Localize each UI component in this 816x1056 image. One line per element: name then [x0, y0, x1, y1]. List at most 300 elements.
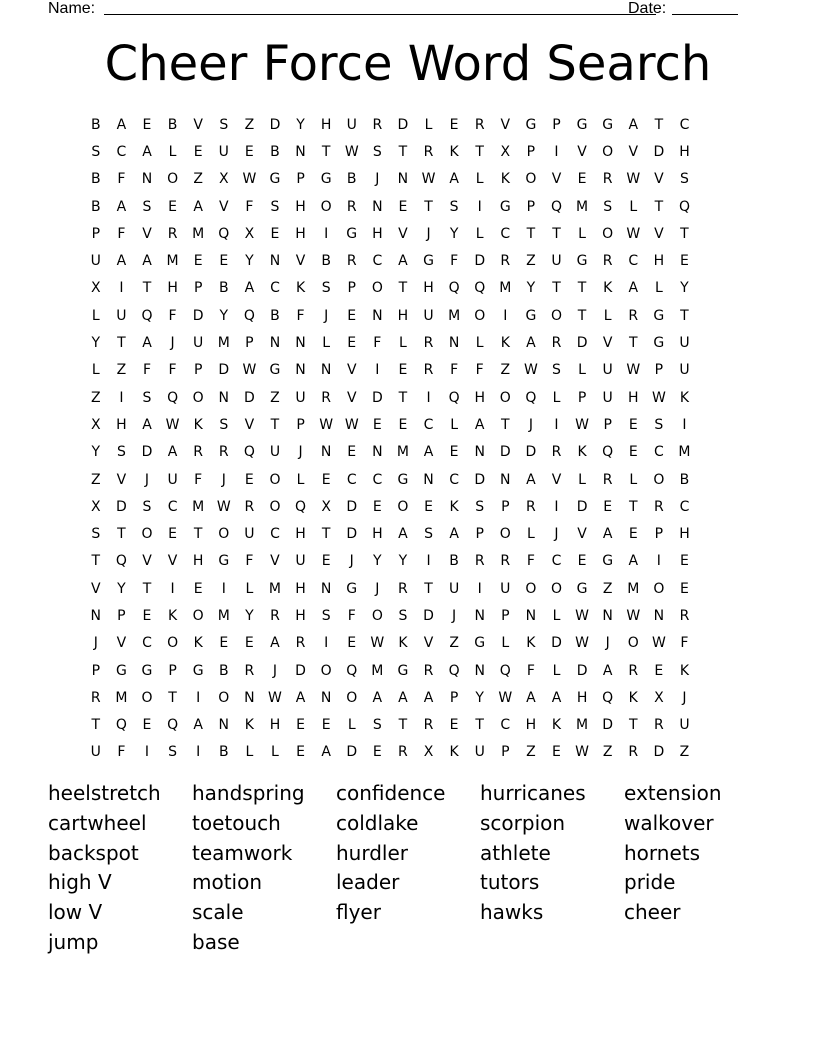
grid-letter[interactable]: L: [296, 471, 305, 488]
grid-letter[interactable]: T: [321, 526, 331, 543]
grid-letter[interactable]: C: [346, 471, 357, 488]
grid-letter[interactable]: H: [679, 143, 690, 160]
grid-letter[interactable]: S: [142, 389, 152, 406]
grid-letter[interactable]: N: [653, 607, 665, 624]
grid-letter[interactable]: T: [398, 389, 408, 406]
grid-letter[interactable]: G: [576, 580, 588, 597]
grid-letter[interactable]: V: [116, 635, 127, 652]
grid-letter[interactable]: L: [603, 307, 612, 324]
grid-letter[interactable]: Y: [475, 689, 484, 706]
grid-letter[interactable]: F: [680, 635, 689, 652]
grid-letter[interactable]: H: [116, 416, 127, 433]
grid-letter[interactable]: R: [167, 225, 178, 242]
grid-letter[interactable]: L: [424, 116, 433, 133]
grid-letter[interactable]: D: [141, 444, 153, 461]
grid-letter[interactable]: U: [500, 580, 511, 597]
grid-letter[interactable]: T: [654, 116, 664, 133]
grid-letter[interactable]: R: [244, 662, 255, 679]
grid-letter[interactable]: O: [371, 280, 383, 297]
grid-letter[interactable]: W: [421, 171, 436, 188]
grid-letter[interactable]: Y: [245, 607, 254, 624]
grid-letter[interactable]: Z: [270, 389, 280, 406]
grid-letter[interactable]: S: [603, 198, 613, 215]
grid-letter[interactable]: U: [474, 744, 485, 761]
grid-letter[interactable]: J: [272, 662, 278, 679]
grid-letter[interactable]: Y: [296, 116, 305, 133]
grid-letter[interactable]: R: [500, 253, 511, 270]
grid-letter[interactable]: X: [654, 689, 664, 706]
grid-letter[interactable]: W: [626, 225, 641, 242]
grid-letter[interactable]: K: [193, 635, 203, 652]
grid-letter[interactable]: N: [474, 662, 485, 679]
grid-letter[interactable]: F: [142, 362, 152, 379]
grid-letter[interactable]: D: [192, 307, 204, 324]
grid-letter[interactable]: N: [474, 444, 485, 461]
grid-letter[interactable]: E: [398, 416, 408, 433]
grid-letter[interactable]: F: [347, 607, 356, 624]
grid-letter[interactable]: R: [500, 553, 511, 570]
grid-letter[interactable]: G: [269, 362, 281, 379]
grid-letter[interactable]: I: [196, 744, 201, 761]
grid-letter[interactable]: N: [320, 689, 332, 706]
grid-letter[interactable]: Q: [550, 198, 562, 215]
grid-letter[interactable]: P: [501, 498, 510, 515]
grid-letter[interactable]: A: [116, 116, 127, 133]
grid-letter[interactable]: A: [526, 471, 536, 488]
grid-letter[interactable]: D: [346, 744, 358, 761]
grid-letter[interactable]: K: [193, 416, 203, 433]
grid-letter[interactable]: G: [653, 335, 665, 352]
grid-letter[interactable]: X: [91, 416, 101, 433]
grid-letter[interactable]: C: [500, 717, 511, 734]
grid-letter[interactable]: A: [142, 335, 152, 352]
grid-letter[interactable]: I: [221, 580, 226, 597]
grid-letter[interactable]: E: [193, 143, 203, 160]
grid-letter[interactable]: H: [320, 116, 332, 133]
grid-letter[interactable]: O: [167, 171, 179, 188]
grid-letter[interactable]: O: [653, 471, 665, 488]
grid-letter[interactable]: X: [321, 498, 331, 515]
grid-letter[interactable]: N: [218, 389, 229, 406]
grid-letter[interactable]: W: [626, 171, 641, 188]
grid-letter[interactable]: H: [576, 689, 588, 706]
grid-letter[interactable]: Y: [219, 307, 229, 324]
grid-letter[interactable]: N: [474, 607, 485, 624]
grid-letter[interactable]: G: [576, 116, 588, 133]
grid-letter[interactable]: P: [654, 362, 664, 379]
grid-letter[interactable]: P: [245, 335, 254, 352]
grid-letter[interactable]: L: [501, 635, 510, 652]
grid-letter[interactable]: D: [269, 116, 281, 133]
grid-letter[interactable]: D: [602, 717, 614, 734]
grid-letter[interactable]: W: [575, 607, 589, 624]
grid-letter[interactable]: E: [321, 553, 331, 570]
grid-letter[interactable]: O: [602, 143, 614, 160]
grid-letter[interactable]: B: [270, 307, 280, 324]
grid-letter[interactable]: N: [295, 362, 306, 379]
grid-letter[interactable]: S: [654, 416, 664, 433]
grid-letter[interactable]: G: [474, 635, 486, 652]
grid-letter[interactable]: G: [269, 171, 281, 188]
grid-letter[interactable]: L: [475, 225, 484, 242]
grid-letter[interactable]: D: [243, 389, 255, 406]
grid-letter[interactable]: Y: [91, 444, 101, 461]
grid-letter[interactable]: H: [397, 307, 409, 324]
grid-letter[interactable]: R: [372, 116, 383, 133]
grid-letter[interactable]: J: [605, 635, 610, 652]
grid-letter[interactable]: S: [372, 717, 382, 734]
grid-letter[interactable]: H: [295, 225, 306, 242]
grid-letter[interactable]: E: [347, 635, 357, 652]
grid-letter[interactable]: E: [577, 553, 587, 570]
grid-letter[interactable]: R: [90, 689, 101, 706]
grid-letter[interactable]: W: [575, 416, 589, 433]
grid-letter[interactable]: M: [396, 444, 409, 461]
grid-letter[interactable]: I: [170, 580, 175, 597]
grid-letter[interactable]: N: [295, 335, 306, 352]
grid-letter[interactable]: A: [398, 689, 408, 706]
grid-letter[interactable]: V: [577, 526, 587, 543]
grid-letter[interactable]: O: [525, 580, 537, 597]
grid-letter[interactable]: V: [295, 253, 306, 270]
grid-letter[interactable]: K: [500, 335, 510, 352]
grid-letter[interactable]: E: [398, 198, 408, 215]
grid-letter[interactable]: P: [296, 171, 305, 188]
grid-letter[interactable]: K: [551, 717, 562, 734]
grid-letter[interactable]: Z: [679, 744, 690, 761]
grid-letter[interactable]: N: [218, 717, 229, 734]
grid-letter[interactable]: S: [219, 116, 229, 133]
grid-letter[interactable]: U: [679, 717, 690, 734]
grid-letter[interactable]: R: [551, 335, 562, 352]
grid-letter[interactable]: C: [679, 116, 690, 133]
grid-letter[interactable]: Q: [295, 498, 307, 515]
grid-letter[interactable]: W: [651, 389, 666, 406]
grid-letter[interactable]: E: [449, 717, 459, 734]
grid-letter[interactable]: I: [119, 280, 124, 297]
grid-letter[interactable]: B: [167, 116, 178, 133]
grid-letter[interactable]: E: [296, 744, 305, 761]
grid-letter[interactable]: N: [372, 444, 383, 461]
grid-letter[interactable]: G: [576, 253, 588, 270]
grid-letter[interactable]: I: [477, 198, 482, 215]
grid-letter[interactable]: W: [165, 416, 180, 433]
grid-letter[interactable]: L: [578, 471, 586, 488]
grid-letter[interactable]: B: [218, 280, 229, 297]
grid-letter[interactable]: K: [449, 498, 459, 515]
grid-letter[interactable]: J: [426, 225, 431, 242]
grid-letter[interactable]: E: [628, 444, 638, 461]
grid-letter[interactable]: Q: [115, 717, 127, 734]
grid-letter[interactable]: K: [295, 280, 306, 297]
grid-letter[interactable]: I: [503, 307, 508, 324]
grid-letter[interactable]: B: [679, 471, 690, 488]
grid-letter[interactable]: C: [551, 553, 562, 570]
grid-letter[interactable]: G: [525, 307, 537, 324]
grid-letter[interactable]: O: [218, 526, 230, 543]
grid-letter[interactable]: W: [370, 635, 385, 652]
grid-letter[interactable]: K: [628, 689, 638, 706]
grid-letter[interactable]: M: [499, 280, 512, 297]
grid-letter[interactable]: V: [628, 143, 639, 160]
grid-letter[interactable]: U: [602, 389, 613, 406]
grid-letter[interactable]: J: [682, 689, 687, 706]
name-blank-line[interactable]: [104, 14, 656, 15]
grid-letter[interactable]: L: [475, 335, 484, 352]
grid-letter[interactable]: H: [372, 526, 383, 543]
grid-letter[interactable]: D: [423, 607, 434, 624]
grid-letter[interactable]: R: [423, 143, 434, 160]
grid-letter[interactable]: H: [192, 553, 204, 570]
grid-letter[interactable]: F: [526, 553, 535, 570]
grid-letter[interactable]: S: [424, 526, 433, 543]
grid-letter[interactable]: T: [501, 416, 510, 433]
grid-letter[interactable]: Z: [449, 635, 459, 652]
grid-letter[interactable]: D: [116, 498, 127, 515]
grid-letter[interactable]: V: [142, 553, 152, 570]
grid-letter[interactable]: O: [499, 389, 511, 406]
grid-letter[interactable]: W: [216, 498, 231, 515]
grid-letter[interactable]: T: [628, 717, 638, 734]
grid-letter[interactable]: D: [474, 253, 486, 270]
grid-letter[interactable]: U: [167, 471, 178, 488]
grid-letter[interactable]: Y: [245, 253, 254, 270]
grid-letter[interactable]: M: [678, 444, 691, 461]
grid-letter[interactable]: M: [192, 498, 205, 515]
grid-letter[interactable]: P: [603, 416, 612, 433]
grid-letter[interactable]: R: [628, 662, 639, 679]
grid-letter[interactable]: Q: [474, 280, 486, 297]
grid-letter[interactable]: U: [90, 253, 101, 270]
grid-letter[interactable]: R: [551, 444, 562, 461]
grid-letter[interactable]: O: [397, 498, 409, 515]
grid-letter[interactable]: E: [296, 717, 305, 734]
grid-letter[interactable]: O: [192, 389, 204, 406]
grid-letter[interactable]: R: [474, 553, 485, 570]
grid-letter[interactable]: L: [91, 307, 100, 324]
grid-letter[interactable]: C: [500, 225, 511, 242]
grid-letter[interactable]: Q: [448, 662, 460, 679]
grid-letter[interactable]: K: [398, 635, 408, 652]
grid-letter[interactable]: T: [321, 143, 331, 160]
grid-letter[interactable]: Z: [91, 471, 101, 488]
grid-letter[interactable]: L: [578, 362, 586, 379]
grid-letter[interactable]: J: [221, 471, 226, 488]
grid-letter[interactable]: T: [270, 416, 280, 433]
grid-letter[interactable]: F: [450, 362, 459, 379]
grid-letter[interactable]: D: [576, 662, 588, 679]
grid-letter[interactable]: A: [295, 689, 306, 706]
grid-letter[interactable]: L: [168, 143, 177, 160]
grid-letter[interactable]: V: [244, 416, 255, 433]
grid-letter[interactable]: J: [349, 553, 354, 570]
grid-letter[interactable]: H: [295, 580, 306, 597]
grid-letter[interactable]: O: [550, 580, 562, 597]
grid-letter[interactable]: Q: [448, 389, 460, 406]
grid-letter[interactable]: U: [295, 553, 306, 570]
grid-letter[interactable]: E: [193, 253, 203, 270]
grid-letter[interactable]: O: [192, 607, 204, 624]
grid-letter[interactable]: V: [91, 580, 101, 597]
grid-letter[interactable]: T: [91, 717, 101, 734]
grid-letter[interactable]: J: [93, 635, 98, 652]
grid-letter[interactable]: K: [577, 444, 587, 461]
grid-letter[interactable]: E: [142, 607, 152, 624]
grid-letter[interactable]: A: [449, 171, 459, 188]
grid-letter[interactable]: L: [578, 225, 586, 242]
grid-letter[interactable]: S: [449, 198, 459, 215]
grid-letter[interactable]: P: [193, 280, 203, 297]
grid-letter[interactable]: J: [554, 526, 559, 543]
grid-letter[interactable]: I: [144, 744, 150, 761]
grid-letter[interactable]: H: [423, 280, 434, 297]
grid-letter[interactable]: M: [192, 225, 205, 242]
grid-letter[interactable]: T: [654, 198, 664, 215]
grid-letter[interactable]: I: [324, 635, 329, 652]
grid-letter[interactable]: P: [91, 225, 101, 242]
grid-letter[interactable]: Q: [167, 717, 179, 734]
grid-letter[interactable]: P: [552, 116, 561, 133]
grid-letter[interactable]: J: [528, 416, 533, 433]
grid-letter[interactable]: R: [602, 253, 613, 270]
grid-letter[interactable]: B: [90, 116, 101, 133]
grid-letter[interactable]: T: [628, 498, 638, 515]
grid-letter[interactable]: W: [626, 607, 641, 624]
grid-letter[interactable]: V: [602, 335, 613, 352]
grid-letter[interactable]: L: [245, 580, 254, 597]
grid-letter[interactable]: F: [245, 198, 254, 215]
grid-letter[interactable]: B: [449, 553, 459, 570]
grid-letter[interactable]: I: [426, 389, 431, 406]
grid-letter[interactable]: R: [398, 744, 408, 761]
grid-letter[interactable]: N: [320, 580, 332, 597]
grid-letter[interactable]: E: [244, 471, 254, 488]
grid-letter[interactable]: O: [371, 607, 383, 624]
grid-letter[interactable]: D: [576, 335, 588, 352]
grid-letter[interactable]: G: [115, 662, 127, 679]
grid-letter[interactable]: C: [653, 444, 664, 461]
grid-letter[interactable]: G: [141, 662, 153, 679]
grid-letter[interactable]: O: [602, 225, 614, 242]
grid-letter[interactable]: R: [679, 607, 690, 624]
grid-letter[interactable]: N: [525, 607, 537, 624]
grid-letter[interactable]: R: [423, 717, 434, 734]
grid-letter[interactable]: F: [117, 171, 126, 188]
grid-letter[interactable]: E: [449, 116, 459, 133]
grid-letter[interactable]: A: [423, 689, 434, 706]
grid-letter[interactable]: U: [116, 307, 127, 324]
grid-letter[interactable]: V: [423, 635, 434, 652]
grid-letter[interactable]: T: [577, 307, 587, 324]
grid-letter[interactable]: M: [268, 580, 281, 597]
grid-letter[interactable]: V: [270, 553, 280, 570]
grid-letter[interactable]: O: [167, 635, 179, 652]
grid-letter[interactable]: N: [602, 607, 613, 624]
grid-letter[interactable]: Y: [117, 580, 126, 597]
grid-letter[interactable]: K: [679, 389, 690, 406]
grid-letter[interactable]: P: [577, 389, 587, 406]
grid-letter[interactable]: F: [296, 307, 305, 324]
grid-letter[interactable]: V: [500, 116, 511, 133]
grid-letter[interactable]: A: [526, 689, 536, 706]
grid-letter[interactable]: E: [603, 498, 613, 515]
grid-letter[interactable]: V: [142, 225, 152, 242]
grid-letter[interactable]: S: [398, 607, 408, 624]
grid-letter[interactable]: C: [116, 143, 127, 160]
grid-letter[interactable]: O: [346, 689, 358, 706]
grid-letter[interactable]: K: [603, 280, 613, 297]
grid-letter[interactable]: A: [551, 689, 562, 706]
grid-letter[interactable]: X: [244, 225, 255, 242]
grid-letter[interactable]: J: [375, 171, 380, 188]
grid-letter[interactable]: G: [653, 307, 665, 324]
grid-letter[interactable]: N: [372, 307, 383, 324]
grid-letter[interactable]: M: [576, 717, 589, 734]
grid-letter[interactable]: T: [424, 198, 433, 215]
grid-letter[interactable]: A: [602, 662, 613, 679]
grid-letter[interactable]: A: [602, 526, 613, 543]
grid-letter[interactable]: T: [526, 225, 536, 242]
grid-letter[interactable]: E: [372, 498, 382, 515]
grid-letter[interactable]: T: [91, 553, 101, 570]
grid-letter[interactable]: U: [602, 362, 613, 379]
grid-letter[interactable]: O: [269, 498, 281, 515]
grid-letter[interactable]: P: [501, 607, 510, 624]
grid-letter[interactable]: C: [628, 253, 639, 270]
grid-letter[interactable]: L: [245, 744, 254, 761]
grid-letter[interactable]: E: [193, 580, 203, 597]
grid-letter[interactable]: V: [654, 171, 664, 188]
grid-letter[interactable]: V: [167, 553, 178, 570]
grid-letter[interactable]: A: [398, 253, 408, 270]
grid-letter[interactable]: S: [680, 171, 689, 188]
grid-letter[interactable]: N: [269, 335, 281, 352]
grid-letter[interactable]: L: [654, 280, 663, 297]
grid-letter[interactable]: Z: [500, 362, 511, 379]
grid-letter[interactable]: T: [552, 280, 561, 297]
grid-letter[interactable]: S: [91, 143, 101, 160]
grid-letter[interactable]: D: [576, 498, 588, 515]
grid-letter[interactable]: E: [244, 635, 254, 652]
grid-letter[interactable]: F: [373, 335, 382, 352]
grid-letter[interactable]: V: [193, 116, 203, 133]
grid-letter[interactable]: B: [218, 662, 229, 679]
grid-letter[interactable]: G: [499, 198, 511, 215]
grid-letter[interactable]: R: [398, 580, 408, 597]
grid-letter[interactable]: O: [653, 580, 665, 597]
grid-letter[interactable]: U: [448, 580, 460, 597]
grid-letter[interactable]: G: [218, 553, 230, 570]
grid-letter[interactable]: Z: [193, 171, 203, 188]
grid-letter[interactable]: M: [448, 307, 461, 324]
grid-letter[interactable]: K: [679, 662, 690, 679]
grid-letter[interactable]: Q: [602, 689, 614, 706]
grid-letter[interactable]: S: [219, 416, 229, 433]
grid-letter[interactable]: S: [91, 526, 101, 543]
grid-letter[interactable]: I: [324, 225, 329, 242]
grid-letter[interactable]: K: [167, 607, 178, 624]
grid-letter[interactable]: R: [474, 116, 485, 133]
grid-letter[interactable]: R: [244, 498, 255, 515]
grid-letter[interactable]: U: [244, 526, 255, 543]
grid-letter[interactable]: W: [498, 689, 513, 706]
grid-letter[interactable]: S: [142, 498, 152, 515]
grid-letter[interactable]: J: [170, 335, 175, 352]
grid-letter[interactable]: I: [554, 498, 559, 515]
grid-letter[interactable]: E: [270, 225, 280, 242]
grid-letter[interactable]: H: [653, 253, 665, 270]
grid-letter[interactable]: N: [448, 335, 460, 352]
